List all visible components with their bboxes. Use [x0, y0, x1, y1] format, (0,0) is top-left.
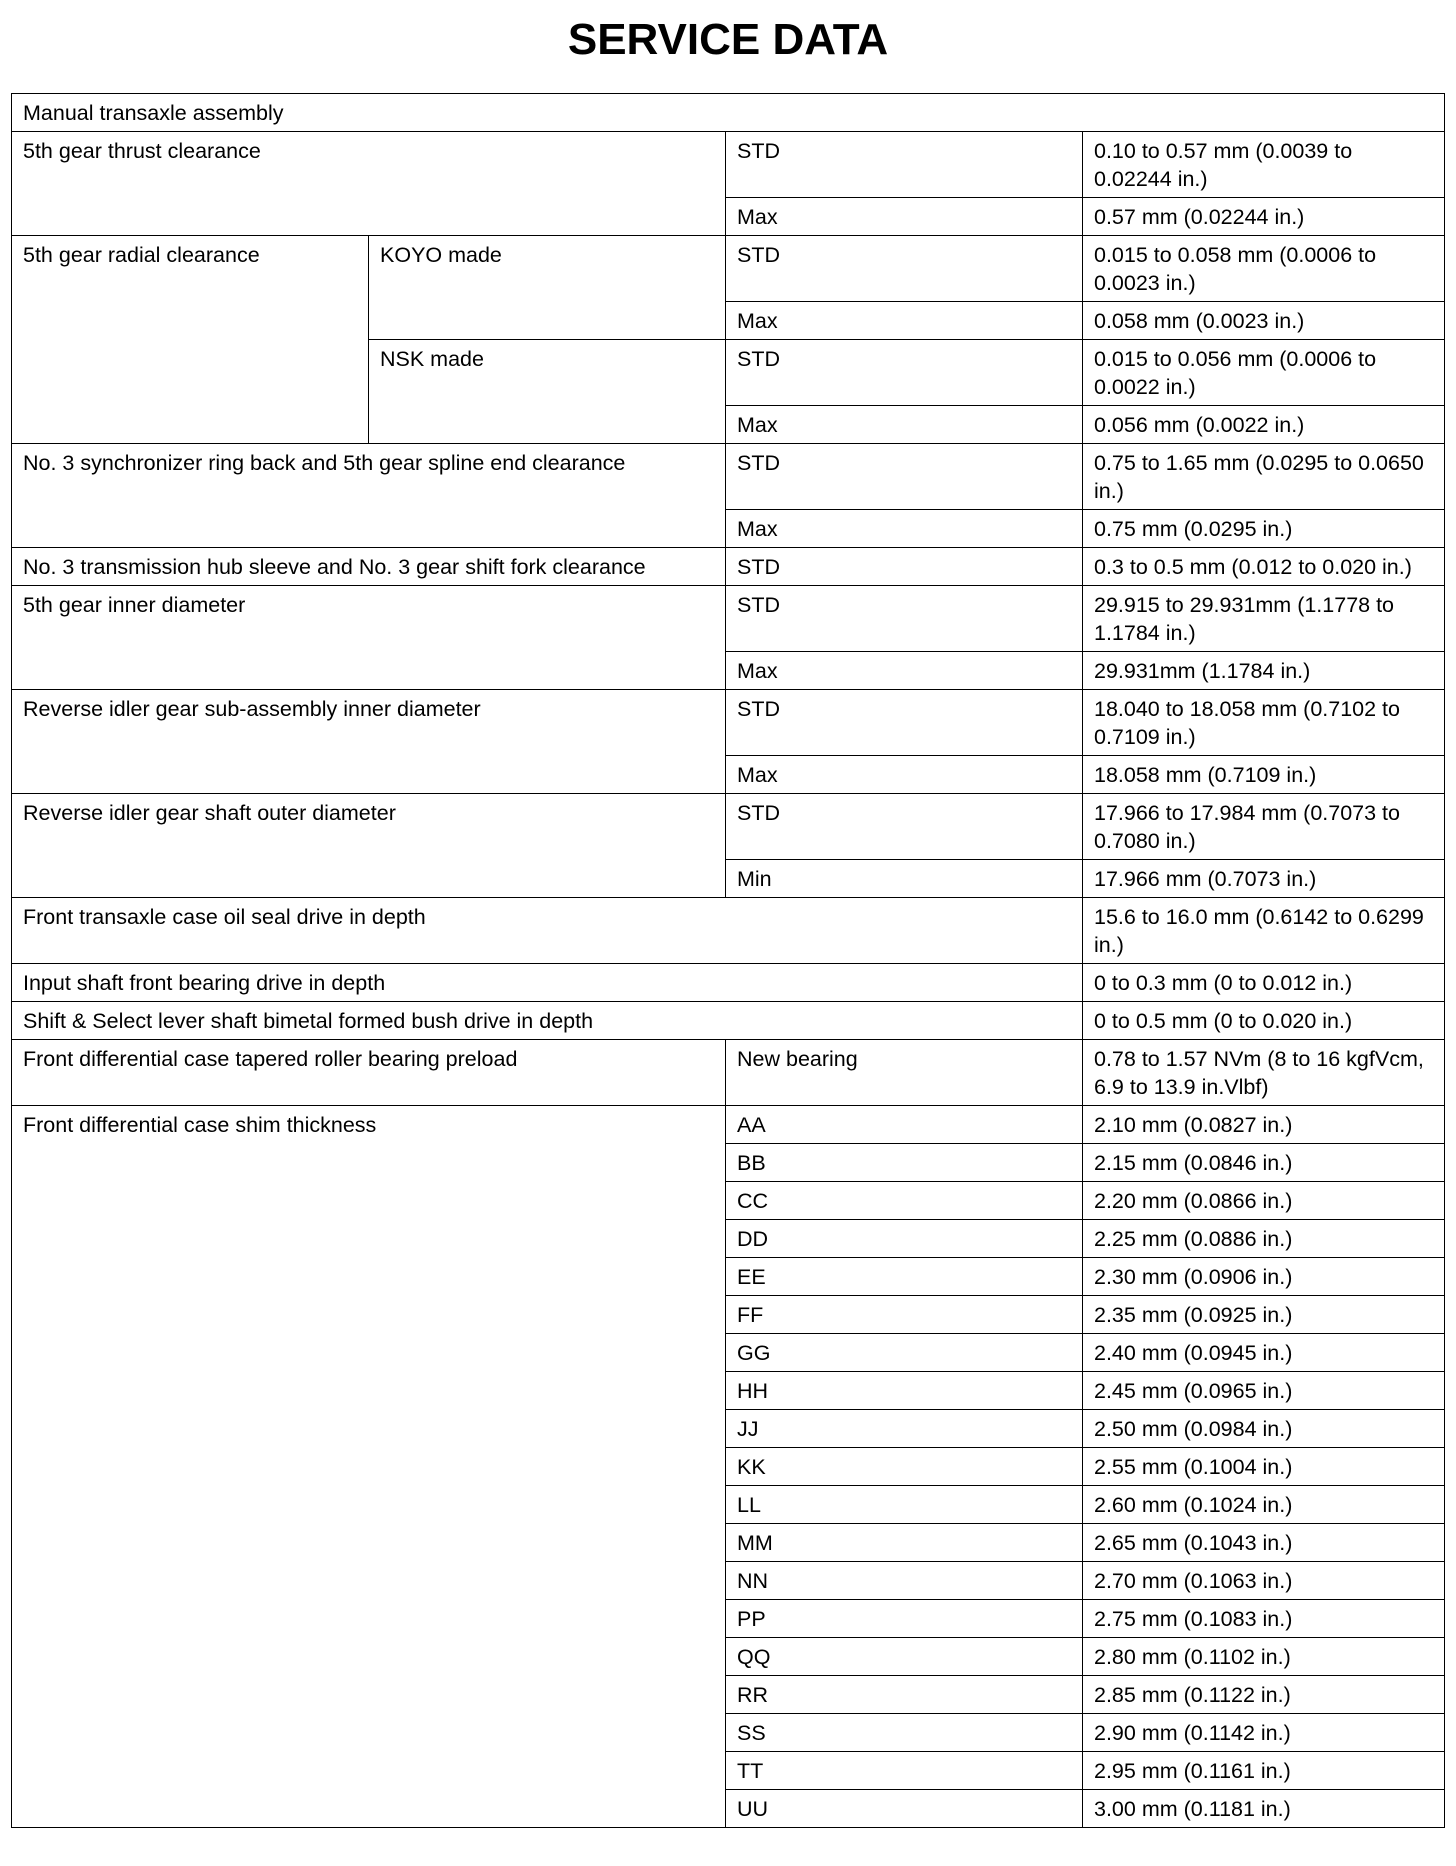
item-name: Reverse idler gear sub-assembly inner diameter — [12, 690, 726, 794]
spec-value: 0 to 0.3 mm (0 to 0.012 in.) — [1083, 964, 1445, 1002]
shim-mark: DD — [726, 1220, 1083, 1258]
spec-value: 0.10 to 0.57 mm (0.0039 to 0.02244 in.) — [1083, 132, 1445, 198]
shim-value: 2.65 mm (0.1043 in.) — [1083, 1524, 1445, 1562]
table-row — [12, 898, 1445, 964]
shim-value: 2.55 mm (0.1004 in.) — [1083, 1448, 1445, 1486]
table-row — [12, 794, 1445, 860]
shim-mark: GG — [726, 1334, 1083, 1372]
spec-label: Max — [726, 652, 1083, 690]
table-row — [12, 444, 1445, 510]
item-name: 5th gear radial clearance — [12, 236, 369, 444]
assembly-heading: Manual transaxle assembly — [12, 94, 1445, 132]
table-row — [12, 132, 1445, 198]
spec-label: Max — [726, 406, 1083, 444]
table-row — [12, 236, 1445, 302]
spec-value: 18.058 mm (0.7109 in.) — [1083, 756, 1445, 794]
spec-value: 0 to 0.5 mm (0 to 0.020 in.) — [1083, 1002, 1445, 1040]
shim-mark: NN — [726, 1562, 1083, 1600]
shim-value: 2.90 mm (0.1142 in.) — [1083, 1714, 1445, 1752]
shim-mark: JJ — [726, 1410, 1083, 1448]
spec-value: 0.015 to 0.056 mm (0.0006 to 0.0022 in.) — [1083, 340, 1445, 406]
item-name: Reverse idler gear shaft outer diameter — [12, 794, 726, 898]
spec-value: 29.931mm (1.1784 in.) — [1083, 652, 1445, 690]
spec-value: 29.915 to 29.931mm (1.1778 to 1.1784 in.) — [1083, 586, 1445, 652]
shim-mark: TT — [726, 1752, 1083, 1790]
shim-value: 2.15 mm (0.0846 in.) — [1083, 1144, 1445, 1182]
spec-value: 17.966 mm (0.7073 in.) — [1083, 860, 1445, 898]
spec-value: 0.3 to 0.5 mm (0.012 to 0.020 in.) — [1083, 548, 1445, 586]
shim-value: 2.95 mm (0.1161 in.) — [1083, 1752, 1445, 1790]
shim-value: 2.25 mm (0.0886 in.) — [1083, 1220, 1445, 1258]
spec-value: 0.056 mm (0.0022 in.) — [1083, 406, 1445, 444]
item-name: Front transaxle case oil seal drive in depth — [12, 898, 1083, 964]
spec-label: New bearing — [726, 1040, 1083, 1106]
spec-value: 0.015 to 0.058 mm (0.0006 to 0.0023 in.) — [1083, 236, 1445, 302]
spec-value: 18.040 to 18.058 mm (0.7102 to 0.7109 in.) — [1083, 690, 1445, 756]
shim-mark: AA — [726, 1106, 1083, 1144]
shim-value: 3.00 mm (0.1181 in.) — [1083, 1790, 1445, 1828]
shim-mark: HH — [726, 1372, 1083, 1410]
spec-label: Max — [726, 756, 1083, 794]
spec-label: STD — [726, 132, 1083, 198]
item-name: Front differential case tapered roller bearing preload — [12, 1040, 726, 1106]
spec-label: Min — [726, 860, 1083, 898]
table-row — [12, 586, 1445, 652]
spec-value: 0.058 mm (0.0023 in.) — [1083, 302, 1445, 340]
spec-value: 0.57 mm (0.02244 in.) — [1083, 198, 1445, 236]
service-data-table — [11, 93, 1445, 1828]
spec-label: STD — [726, 340, 1083, 406]
shim-mark: PP — [726, 1600, 1083, 1638]
shim-value: 2.60 mm (0.1024 in.) — [1083, 1486, 1445, 1524]
spec-label: Max — [726, 510, 1083, 548]
shim-mark: FF — [726, 1296, 1083, 1334]
table-header-row — [12, 94, 1445, 132]
page-title: SERVICE DATA — [567, 15, 889, 64]
shim-value: 2.70 mm (0.1063 in.) — [1083, 1562, 1445, 1600]
spec-value: 0.78 to 1.57 NVm (8 to 16 kgfVcm, 6.9 to 13.9 in.Vlbf) — [1083, 1040, 1445, 1106]
shim-value: 2.75 mm (0.1083 in.) — [1083, 1600, 1445, 1638]
shim-value: 2.40 mm (0.0945 in.) — [1083, 1334, 1445, 1372]
item-name: Shift & Select lever shaft bimetal formed bush drive in depth — [12, 1002, 1083, 1040]
spec-label: STD — [726, 586, 1083, 652]
shim-mark: RR — [726, 1676, 1083, 1714]
table-row — [12, 1106, 1445, 1144]
maker-label: NSK made — [369, 340, 726, 444]
spec-value: 15.6 to 16.0 mm (0.6142 to 0.6299 in.) — [1083, 898, 1445, 964]
item-name: 5th gear inner diameter — [12, 586, 726, 690]
spec-label: STD — [726, 690, 1083, 756]
shim-value: 2.50 mm (0.0984 in.) — [1083, 1410, 1445, 1448]
shim-mark: MM — [726, 1524, 1083, 1562]
spec-label: STD — [726, 236, 1083, 302]
item-name: 5th gear thrust clearance — [12, 132, 726, 236]
table-row — [12, 1040, 1445, 1106]
spec-label: STD — [726, 794, 1083, 860]
shim-value: 2.85 mm (0.1122 in.) — [1083, 1676, 1445, 1714]
item-name: Input shaft front bearing drive in depth — [12, 964, 1083, 1002]
table-row — [12, 548, 1445, 586]
table-row — [12, 964, 1445, 1002]
shim-value: 2.20 mm (0.0866 in.) — [1083, 1182, 1445, 1220]
shim-mark: BB — [726, 1144, 1083, 1182]
shim-mark: CC — [726, 1182, 1083, 1220]
spec-label: Max — [726, 198, 1083, 236]
spec-label: STD — [726, 444, 1083, 510]
spec-value: 0.75 to 1.65 mm (0.0295 to 0.0650 in.) — [1083, 444, 1445, 510]
shim-mark: KK — [726, 1448, 1083, 1486]
shim-mark: QQ — [726, 1638, 1083, 1676]
shim-value: 2.35 mm (0.0925 in.) — [1083, 1296, 1445, 1334]
shim-mark: EE — [726, 1258, 1083, 1296]
shim-value: 2.10 mm (0.0827 in.) — [1083, 1106, 1445, 1144]
shim-value: 2.30 mm (0.0906 in.) — [1083, 1258, 1445, 1296]
table-row — [12, 1002, 1445, 1040]
shim-mark: UU — [726, 1790, 1083, 1828]
item-name: No. 3 transmission hub sleeve and No. 3 gear shift fork clearance — [12, 548, 726, 586]
spec-label: STD — [726, 548, 1083, 586]
item-name: No. 3 synchronizer ring back and 5th gear spline end clearance — [12, 444, 726, 548]
shim-mark: SS — [726, 1714, 1083, 1752]
service-data-body — [12, 94, 1445, 1828]
table-row — [12, 690, 1445, 756]
shim-value: 2.45 mm (0.0965 in.) — [1083, 1372, 1445, 1410]
spec-value: 17.966 to 17.984 mm (0.7073 to 0.7080 in.) — [1083, 794, 1445, 860]
shim-value: 2.80 mm (0.1102 in.) — [1083, 1638, 1445, 1676]
spec-value: 0.75 mm (0.0295 in.) — [1083, 510, 1445, 548]
item-name: Front differential case shim thickness — [12, 1106, 726, 1828]
spec-label: Max — [726, 302, 1083, 340]
shim-mark: LL — [726, 1486, 1083, 1524]
maker-label: KOYO made — [369, 236, 726, 340]
